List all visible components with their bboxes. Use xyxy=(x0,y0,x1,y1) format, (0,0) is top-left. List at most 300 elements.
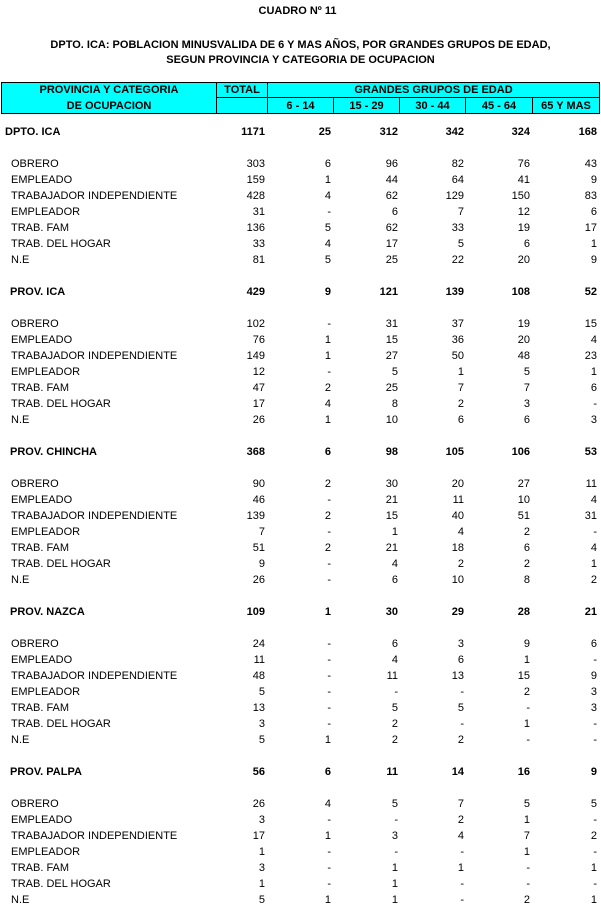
category-row xyxy=(0,556,601,572)
category-row-label: OBRERO xyxy=(11,158,59,170)
category-row-cell-2: 3 xyxy=(391,830,398,842)
header-province-category-line-2: DE OCUPACION xyxy=(66,100,152,112)
category-row-cell-2: 2 xyxy=(391,718,398,730)
category-row-cell-3: 18 xyxy=(451,542,464,554)
category-row xyxy=(0,700,601,716)
section-total-row-cell-5: 9 xyxy=(590,766,597,778)
category-row xyxy=(0,252,601,268)
category-row xyxy=(0,156,601,172)
category-row-cell-5: - xyxy=(593,734,597,746)
category-row-cell-3: 22 xyxy=(451,254,464,266)
category-row-cell-4: 7 xyxy=(523,830,530,842)
section-total-row-cell-1: 6 xyxy=(324,446,331,458)
category-row-label: OBRERO xyxy=(11,638,59,650)
category-row-cell-5: 3 xyxy=(590,686,597,698)
category-row xyxy=(0,348,601,364)
category-row-label: TRABAJADOR INDEPENDIENTE xyxy=(11,350,178,362)
category-row-cell-0: 3 xyxy=(258,862,265,874)
category-row-cell-5: 9 xyxy=(590,670,597,682)
category-row-cell-2: 1 xyxy=(391,894,398,906)
category-row-cell-0: 17 xyxy=(252,830,265,842)
category-row-cell-2: 5 xyxy=(391,366,398,378)
category-row-cell-0: 7 xyxy=(258,526,265,538)
category-row-cell-2: 5 xyxy=(391,798,398,810)
category-row-cell-0: 26 xyxy=(252,414,265,426)
category-row-cell-5: 11 xyxy=(585,478,597,490)
category-row-cell-0: 136 xyxy=(246,222,265,234)
category-row-cell-2: 5 xyxy=(391,702,398,714)
section-total-row xyxy=(0,124,601,140)
category-row-cell-5: 3 xyxy=(590,414,597,426)
category-row-cell-2: 6 xyxy=(391,206,398,218)
category-row-cell-5: 6 xyxy=(590,206,597,218)
category-row-cell-4: 2 xyxy=(523,686,530,698)
category-row-cell-0: 46 xyxy=(252,494,265,506)
header-province-category xyxy=(1,82,217,114)
category-row-cell-1: - xyxy=(327,670,331,682)
category-row-cell-2: 11 xyxy=(386,670,398,682)
header-age-15-29: 15 - 29 xyxy=(333,97,400,114)
section-total-row-label: DPTO. ICA xyxy=(5,126,61,138)
category-row-label: EMPLEADOR xyxy=(11,206,81,218)
section-total-row-label: PROV. NAZCA xyxy=(10,606,85,618)
header-province-category-line-1: PROVINCIA Y CATEGORIA xyxy=(39,84,179,96)
category-row xyxy=(0,204,601,220)
category-row-cell-5: - xyxy=(593,718,597,730)
category-row-cell-4: 6 xyxy=(523,542,530,554)
category-row-cell-0: 33 xyxy=(252,238,265,250)
category-row-label: TRAB. FAM xyxy=(11,382,70,394)
category-row xyxy=(0,524,601,540)
category-row-cell-3: - xyxy=(460,718,464,730)
category-row-cell-5: 1 xyxy=(590,894,597,906)
category-row-cell-5: - xyxy=(593,846,597,858)
category-row-cell-4: 2 xyxy=(523,558,530,570)
category-row-cell-2: 8 xyxy=(391,398,398,410)
category-row-cell-0: 3 xyxy=(258,718,265,730)
category-row-cell-3: 36 xyxy=(451,334,464,346)
category-row-label: N.E xyxy=(11,574,30,586)
category-row-cell-0: 24 xyxy=(252,638,265,650)
category-row-cell-2: 6 xyxy=(391,638,398,650)
section-total-row-cell-5: 53 xyxy=(584,446,597,458)
category-row-cell-1: 1 xyxy=(324,334,331,346)
category-row-cell-5: - xyxy=(593,814,597,826)
section-total-row-cell-4: 28 xyxy=(517,606,530,618)
category-row-cell-1: 2 xyxy=(324,382,331,394)
category-row-cell-4: 1 xyxy=(523,846,530,858)
category-row-label: OBRERO xyxy=(11,478,59,490)
section-total-row-cell-4: 324 xyxy=(511,126,530,138)
category-row-cell-5: 83 xyxy=(584,190,597,202)
category-row-cell-4: 48 xyxy=(517,350,530,362)
category-row xyxy=(0,396,601,412)
category-row-cell-5: 31 xyxy=(584,510,597,522)
section-total-row-cell-1: 6 xyxy=(324,766,331,778)
category-row-cell-3: 129 xyxy=(445,190,464,202)
category-row-cell-1: - xyxy=(327,206,331,218)
category-row-cell-1: 4 xyxy=(324,398,331,410)
category-row-cell-3: - xyxy=(460,846,464,858)
category-row-label: TRAB. FAM xyxy=(11,702,70,714)
category-row-cell-2: 10 xyxy=(385,414,398,426)
section-total-row-cell-3: 14 xyxy=(451,766,464,778)
category-row-cell-0: 17 xyxy=(252,398,265,410)
category-row-label: EMPLEADO xyxy=(11,334,73,346)
category-row xyxy=(0,492,601,508)
section-total-row-cell-2: 312 xyxy=(379,126,398,138)
section-total-row-cell-3: 342 xyxy=(445,126,464,138)
table-header xyxy=(0,82,601,114)
category-row-cell-5: - xyxy=(593,398,597,410)
category-row-cell-0: 5 xyxy=(258,686,265,698)
category-row xyxy=(0,316,601,332)
category-row-cell-0: 9 xyxy=(258,558,265,570)
header-age-groups: GRANDES GRUPOS DE EDAD xyxy=(267,82,600,98)
category-row-cell-1: 4 xyxy=(324,238,331,250)
category-row-cell-2: 27 xyxy=(385,350,398,362)
category-row-cell-0: 47 xyxy=(252,382,265,394)
category-row-cell-3: 11 xyxy=(452,494,464,506)
category-row xyxy=(0,844,601,860)
category-row-cell-4: - xyxy=(526,702,530,714)
category-row-cell-3: 7 xyxy=(457,382,464,394)
category-row-cell-0: 1 xyxy=(258,878,265,890)
category-row-cell-3: 5 xyxy=(457,238,464,250)
category-row-cell-0: 13 xyxy=(252,702,265,714)
category-row-cell-1: - xyxy=(327,494,331,506)
category-row-cell-0: 139 xyxy=(246,510,265,522)
category-row-cell-2: 1 xyxy=(391,878,398,890)
section-total-row-cell-2: 98 xyxy=(385,446,398,458)
section-total-row-cell-3: 139 xyxy=(445,286,464,298)
category-row-label: N.E xyxy=(11,894,30,906)
section-total-row-cell-3: 105 xyxy=(445,446,464,458)
category-row-cell-0: 26 xyxy=(252,798,265,810)
category-row-cell-2: 30 xyxy=(385,478,398,490)
category-row-cell-5: 6 xyxy=(590,638,597,650)
category-row-cell-0: 5 xyxy=(258,894,265,906)
category-row xyxy=(0,860,601,876)
category-row-cell-3: - xyxy=(460,878,464,890)
category-row-label: TRAB. DEL HOGAR xyxy=(11,878,111,890)
category-row-cell-4: 41 xyxy=(517,174,530,186)
category-row-label: TRABAJADOR INDEPENDIENTE xyxy=(11,830,178,842)
category-row-label: EMPLEADO xyxy=(11,814,73,826)
category-row xyxy=(0,476,601,492)
section-total-row xyxy=(0,284,601,300)
category-row-cell-3: 10 xyxy=(451,574,464,586)
category-row-label: TRAB. FAM xyxy=(11,542,70,554)
category-row-cell-5: 17 xyxy=(584,222,597,234)
category-row-cell-1: - xyxy=(327,526,331,538)
section-total-row-cell-2: 30 xyxy=(385,606,398,618)
category-row-label: N.E xyxy=(11,254,30,266)
category-row-label: EMPLEADO xyxy=(11,494,73,506)
category-row-cell-3: 1 xyxy=(457,366,464,378)
category-row-cell-0: 159 xyxy=(246,174,265,186)
category-row-label: TRABAJADOR INDEPENDIENTE xyxy=(11,190,178,202)
category-row-cell-1: - xyxy=(327,638,331,650)
category-row-cell-1: 4 xyxy=(324,798,331,810)
category-row-cell-1: - xyxy=(327,718,331,730)
category-row-cell-3: 6 xyxy=(457,654,464,666)
category-row-cell-0: 12 xyxy=(252,366,265,378)
section-total-row-cell-4: 106 xyxy=(511,446,530,458)
category-row xyxy=(0,876,601,892)
category-row-cell-2: 21 xyxy=(385,494,398,506)
category-row-cell-1: - xyxy=(327,318,331,330)
category-row-cell-5: 9 xyxy=(590,174,597,186)
table-title-line-2: SEGUN PROVINCIA Y CATEGORIA DE OCUPACION xyxy=(166,54,435,66)
category-row-cell-2: 17 xyxy=(385,238,398,250)
category-row-cell-1: - xyxy=(327,846,331,858)
category-row-cell-4: 150 xyxy=(511,190,530,202)
category-row-label: N.E xyxy=(11,734,30,746)
table-title-line-1: DPTO. ICA: POBLACION MINUSVALIDA DE 6 Y MAS AÑOS, POR GRANDES GRUPOS DE EDAD, xyxy=(50,39,551,51)
category-row-cell-4: 12 xyxy=(517,206,530,218)
section-total-row-cell-5: 52 xyxy=(584,286,597,298)
section-total-row-cell-5: 21 xyxy=(584,606,597,618)
category-row-cell-4: 27 xyxy=(517,478,530,490)
section-total-row-cell-2: 121 xyxy=(379,286,398,298)
category-row-label: TRAB. DEL HOGAR xyxy=(11,238,111,250)
category-row-cell-3: 37 xyxy=(451,318,464,330)
category-row-cell-3: 2 xyxy=(457,558,464,570)
category-row-cell-2: 1 xyxy=(391,862,398,874)
category-row xyxy=(0,412,601,428)
category-row xyxy=(0,828,601,844)
category-row-cell-2: - xyxy=(394,686,398,698)
header-total-blank xyxy=(216,97,268,114)
category-row-cell-3: 82 xyxy=(451,158,464,170)
category-row-cell-0: 11 xyxy=(253,654,265,666)
category-row-cell-1: - xyxy=(327,814,331,826)
category-row-label: EMPLEADO xyxy=(11,174,73,186)
category-row-cell-5: 2 xyxy=(590,574,597,586)
category-row-cell-5: - xyxy=(593,654,597,666)
category-row-cell-4: 15 xyxy=(517,670,530,682)
category-row-cell-2: 62 xyxy=(385,222,398,234)
category-row-label: EMPLEADOR xyxy=(11,526,81,538)
category-row-cell-4: - xyxy=(526,878,530,890)
category-row-cell-1: - xyxy=(327,702,331,714)
category-row-cell-3: 33 xyxy=(451,222,464,234)
category-row-cell-4: 3 xyxy=(523,398,530,410)
category-row-label: TRABAJADOR INDEPENDIENTE xyxy=(11,510,178,522)
category-row-cell-2: 31 xyxy=(385,318,398,330)
category-row xyxy=(0,732,601,748)
category-row-cell-3: 2 xyxy=(457,814,464,826)
category-row-cell-0: 102 xyxy=(246,318,265,330)
category-row-label: TRAB. DEL HOGAR xyxy=(11,558,111,570)
section-total-row-cell-0: 368 xyxy=(246,446,265,458)
category-row-cell-4: 19 xyxy=(517,318,530,330)
category-row-cell-0: 1 xyxy=(258,846,265,858)
category-row-label: N.E xyxy=(11,414,30,426)
category-row-cell-4: 76 xyxy=(517,158,530,170)
category-row xyxy=(0,236,601,252)
category-row-cell-5: 3 xyxy=(590,702,597,714)
category-row-cell-1: 4 xyxy=(324,190,331,202)
category-row-cell-2: 62 xyxy=(385,190,398,202)
header-age-6-14: 6 - 14 xyxy=(267,97,334,114)
category-row-cell-0: 428 xyxy=(246,190,265,202)
category-row-cell-2: 25 xyxy=(385,254,398,266)
category-row xyxy=(0,684,601,700)
category-row-cell-1: 6 xyxy=(324,158,331,170)
category-row-cell-1: 1 xyxy=(324,830,331,842)
category-row-cell-5: 5 xyxy=(590,798,597,810)
category-row-cell-4: 51 xyxy=(517,510,530,522)
category-row-cell-1: - xyxy=(327,654,331,666)
category-row-cell-1: 1 xyxy=(324,174,331,186)
category-row-cell-3: 4 xyxy=(457,526,464,538)
section-total-row xyxy=(0,764,601,780)
category-row-cell-5: 15 xyxy=(584,318,597,330)
category-row-cell-1: 1 xyxy=(324,414,331,426)
category-row-cell-4: 6 xyxy=(523,238,530,250)
category-row-cell-5: 4 xyxy=(590,542,597,554)
category-row-cell-3: 7 xyxy=(457,798,464,810)
section-total-row-cell-1: 1 xyxy=(324,606,331,618)
category-row-cell-5: 1 xyxy=(590,558,597,570)
category-row-cell-3: 3 xyxy=(457,638,464,650)
category-row-cell-0: 76 xyxy=(252,334,265,346)
category-row xyxy=(0,636,601,652)
category-row-cell-4: 5 xyxy=(523,366,530,378)
category-row-cell-5: 1 xyxy=(590,862,597,874)
category-row-cell-5: 2 xyxy=(590,830,597,842)
category-row xyxy=(0,364,601,380)
category-row-cell-4: 5 xyxy=(523,798,530,810)
category-row-cell-3: 64 xyxy=(451,174,464,186)
category-row-cell-3: 6 xyxy=(457,414,464,426)
category-row-cell-3: 5 xyxy=(457,702,464,714)
category-row-cell-3: 7 xyxy=(457,206,464,218)
category-row-cell-0: 48 xyxy=(252,670,265,682)
category-row-cell-0: 3 xyxy=(258,814,265,826)
section-total-row-cell-1: 9 xyxy=(324,286,331,298)
section-total-row-cell-2: 11 xyxy=(386,766,398,778)
category-row-cell-2: 25 xyxy=(385,382,398,394)
category-row-cell-2: 44 xyxy=(385,174,398,186)
category-row-label: TRABAJADOR INDEPENDIENTE xyxy=(11,670,178,682)
category-row-cell-1: 5 xyxy=(324,222,331,234)
category-row xyxy=(0,716,601,732)
section-total-row-cell-1: 25 xyxy=(318,126,331,138)
section-total-row-cell-0: 1171 xyxy=(241,126,265,138)
category-row-cell-0: 51 xyxy=(252,542,265,554)
category-row xyxy=(0,380,601,396)
category-row-cell-4: 1 xyxy=(523,814,530,826)
category-row-cell-2: 1 xyxy=(391,526,398,538)
category-row-cell-2: 96 xyxy=(385,158,398,170)
category-row-cell-4: 6 xyxy=(523,414,530,426)
category-row-cell-2: 15 xyxy=(385,334,398,346)
category-row-cell-4: 9 xyxy=(523,638,530,650)
category-row-cell-5: - xyxy=(593,878,597,890)
section-total-row-cell-0: 109 xyxy=(246,606,265,618)
category-row xyxy=(0,188,601,204)
category-row-label: TRAB. DEL HOGAR xyxy=(11,718,111,730)
section-total-row-cell-5: 168 xyxy=(578,126,597,138)
category-row-cell-0: 81 xyxy=(252,254,265,266)
section-total-row xyxy=(0,444,601,460)
category-row-cell-4: 7 xyxy=(523,382,530,394)
category-row-cell-1: 5 xyxy=(324,254,331,266)
category-row-cell-4: 10 xyxy=(517,494,530,506)
category-row-cell-5: 43 xyxy=(584,158,597,170)
category-row-cell-4: 19 xyxy=(517,222,530,234)
category-row-cell-1: 1 xyxy=(324,734,331,746)
category-row-cell-1: - xyxy=(327,686,331,698)
category-row-cell-5: 4 xyxy=(590,494,597,506)
category-row-label: OBRERO xyxy=(11,798,59,810)
category-row-cell-1: 2 xyxy=(324,542,331,554)
category-row-cell-0: 31 xyxy=(252,206,265,218)
category-row-cell-1: - xyxy=(327,862,331,874)
category-row xyxy=(0,812,601,828)
section-total-row-label: PROV. CHINCHA xyxy=(10,446,97,458)
header-age-30-44: 30 - 44 xyxy=(399,97,466,114)
category-row-cell-1: - xyxy=(327,366,331,378)
category-row-cell-4: - xyxy=(526,862,530,874)
category-row-cell-0: 26 xyxy=(252,574,265,586)
category-row-label: EMPLEADOR xyxy=(11,686,81,698)
category-row-cell-1: - xyxy=(327,878,331,890)
section-total-row-cell-0: 56 xyxy=(252,766,265,778)
category-row-cell-3: 50 xyxy=(451,350,464,362)
category-row-cell-1: 1 xyxy=(324,350,331,362)
category-row xyxy=(0,796,601,812)
category-row-cell-3: 13 xyxy=(451,670,464,682)
category-row-cell-1: 2 xyxy=(324,478,331,490)
category-row xyxy=(0,892,601,908)
category-row-cell-3: 1 xyxy=(457,862,464,874)
category-row-cell-0: 5 xyxy=(258,734,265,746)
category-row-cell-2: - xyxy=(394,846,398,858)
category-row-cell-2: 21 xyxy=(385,542,398,554)
category-row-cell-1: 1 xyxy=(324,894,331,906)
category-row-cell-1: - xyxy=(327,558,331,570)
category-row xyxy=(0,172,601,188)
category-row-label: EMPLEADO xyxy=(11,654,73,666)
category-row-cell-4: 1 xyxy=(523,654,530,666)
category-row-cell-3: - xyxy=(460,686,464,698)
header-age-65-plus: 65 Y MAS xyxy=(532,97,600,114)
category-row-cell-5: - xyxy=(593,526,597,538)
category-row-cell-2: 2 xyxy=(391,734,398,746)
category-row xyxy=(0,668,601,684)
category-row-label: EMPLEADOR xyxy=(11,846,81,858)
category-row-cell-2: - xyxy=(394,814,398,826)
category-row-cell-3: 4 xyxy=(457,830,464,842)
header-age-45-64: 45 - 64 xyxy=(465,97,533,114)
section-total-row-cell-0: 429 xyxy=(246,286,265,298)
section-total-row-cell-4: 16 xyxy=(517,766,530,778)
category-row xyxy=(0,508,601,524)
category-row-cell-5: 6 xyxy=(590,382,597,394)
section-total-row-label: PROV. PALPA xyxy=(10,766,82,778)
category-row-label: TRAB. FAM xyxy=(11,862,70,874)
section-total-row-label: PROV. ICA xyxy=(10,286,66,298)
category-row-label: OBRERO xyxy=(11,318,59,330)
category-row-cell-4: 2 xyxy=(523,894,530,906)
table-number-title: CUADRO Nº 11 xyxy=(258,5,337,17)
category-row-cell-5: 1 xyxy=(590,238,597,250)
category-row-cell-3: 2 xyxy=(457,734,464,746)
